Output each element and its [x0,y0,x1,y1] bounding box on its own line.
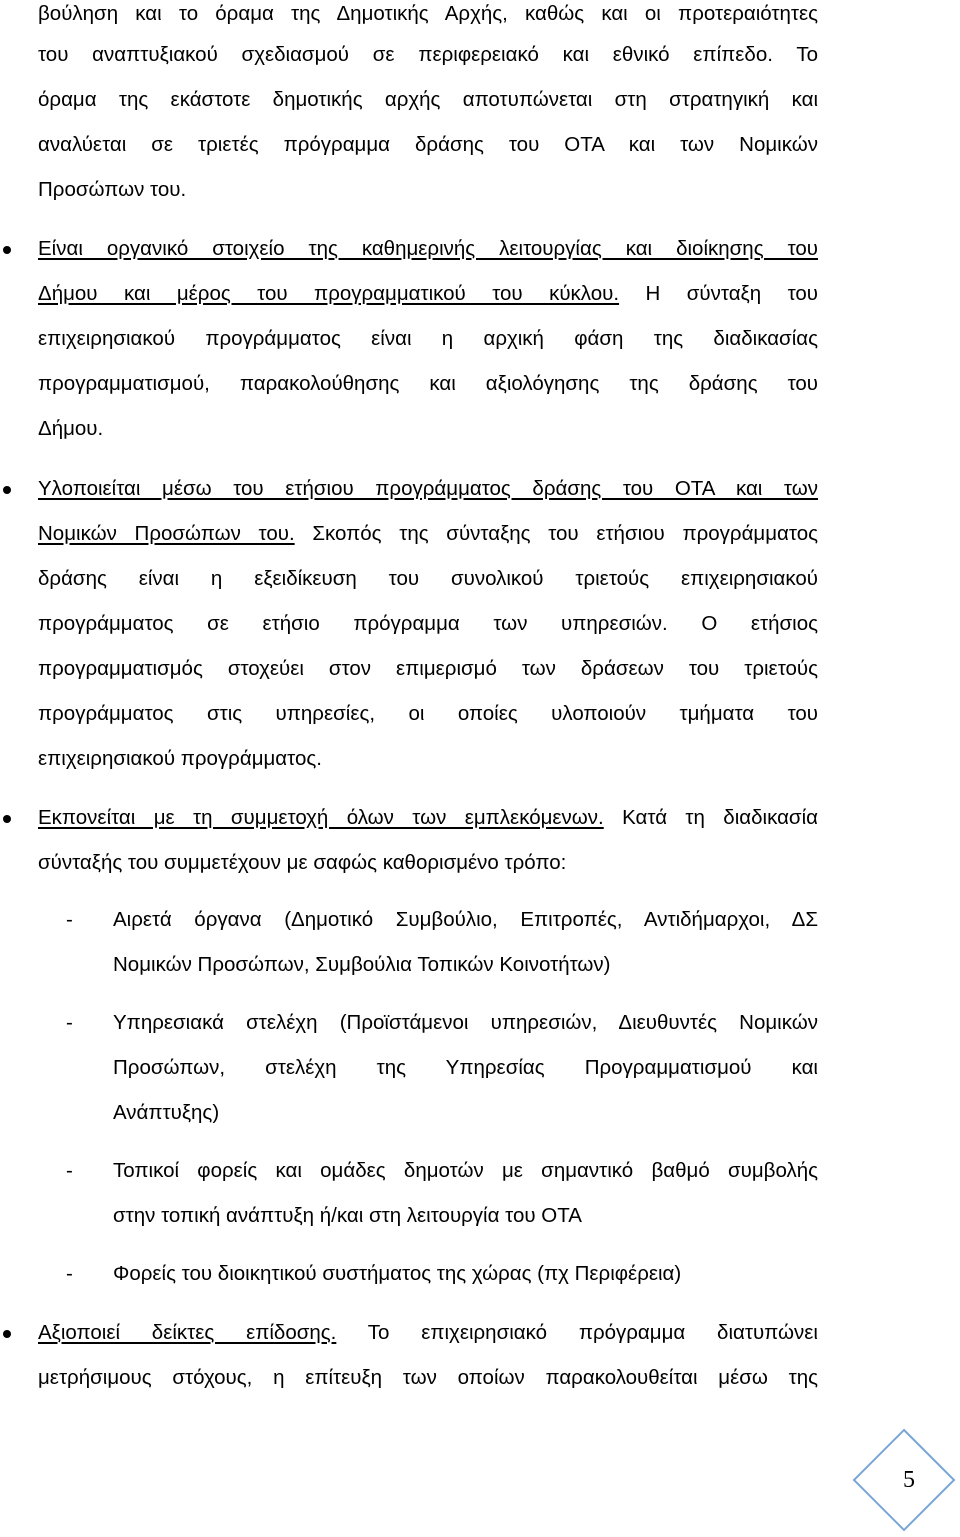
intro-line: του αναπτυξιακού σχεδιασμού σε περιφερειακό και εθνικό επίπεδο. Το [38,43,818,66]
bullet1-line: επιχειρησιακού προγράμματος είναι η αρχική φάση της διαδικασίας [38,327,818,350]
bullet1-line: προγραμματισμού, παρακολούθησης και αξιολόγησης της δράσης του [38,372,818,395]
intro-line: όραμα της εκάστοτε δημοτικής αρχής αποτυπώνεται στη στρατηγική και [38,88,818,111]
dash-marker: - [66,1262,73,1285]
dash-item-line: στην τοπική ανάπτυξη ή/και στη λειτουργία του ΟΤΑ [113,1204,582,1227]
dash-item-line: Φορείς του διοικητικού συστήματος της χώρας (πχ Περιφέρεια) [113,1262,682,1285]
bullet1-heading-end: Δήμου και μέρος του προγραμματικού του κύκλου. [38,282,620,305]
dash-item-line: Προσώπων, στελέχη της Υπηρεσίας Προγραμματισμού και [113,1056,818,1079]
bullet1-heading: Είναι οργανικό στοιχείο της καθημερινής λειτουργίας και διοίκησης του [38,237,818,260]
bullet2-line: προγραμματισμός στοχεύει στον επιμερισμό των δράσεων του τριετούς [38,657,818,680]
bullet1-line: Δήμου. [38,417,104,440]
bullet2-heading: Υλοποιείται μέσω του ετήσιου προγράμματος δράσης του ΟΤΑ και των [38,477,818,500]
bullet2-line: δράσης είναι η εξειδίκευση του συνολικού τριετούς επιχειρησιακού [38,567,818,590]
bullet4-text: Το επιχειρησιακό πρόγραμμα διατυπώνει [336,1321,818,1344]
bullet2-line: προγράμματος στις υπηρεσίες, οι οποίες υλοποιούν τμήματα του [38,702,818,725]
bullet2-line [38,520,818,548]
dash-item-line: Υπηρεσιακά στελέχη (Προϊστάμενοι υπηρεσιών, Διευθυντές Νομικών [113,1011,818,1034]
bullet2-text: Σκοπός της σύνταξης του ετήσιου προγράμματος [294,522,818,545]
bullet3-text: Κατά τη διαδικασία [603,806,818,829]
page-number: 5 [903,1467,915,1493]
bullet1-line [38,280,818,308]
bullet3-line [38,804,818,832]
bullet1-text: Η σύνταξη του [619,282,819,305]
bullet4-line [38,1319,818,1347]
dash-item-line: Τοπικοί φορείς και ομάδες δημοτών με σημαντικό βαθμό συμβολής [113,1159,818,1182]
bullet-icon [3,1330,11,1338]
dash-item-line: Αιρετά όργανα (Δημοτικό Συμβούλιο, Επιτροπές, Αντιδήμαρχοι, ΔΣ [113,908,818,931]
dash-marker: - [66,1011,73,1034]
intro-line: Προσώπων του. [38,178,187,201]
dash-marker: - [66,1159,73,1182]
dash-item-line: Ανάπτυξης) [113,1101,220,1124]
dash-item-line: Νομικών Προσώπων, Συμβούλια Τοπικών Κοινοτήτων) [113,953,611,976]
bullet3-heading: Εκπονείται με τη συμμετοχή όλων των εμπλεκόμενων. [38,806,604,829]
bullet-icon [3,815,11,823]
intro-line: βούληση και το όραμα της Δημοτικής Αρχής, καθώς και οι προτεραιότητες [38,2,818,25]
bullet3-line: σύνταξής του συμμετέχουν με σαφώς καθορισμένο τρόπο: [38,851,567,874]
bullet2-line: επιχειρησιακού προγράμματος. [38,747,322,770]
dash-marker: - [66,908,73,931]
bullet-icon [3,246,11,254]
bullet2-heading-end: Νομικών Προσώπων του. [38,522,295,545]
bullet-icon [3,486,11,494]
bullet4-heading: Αξιοποιεί δείκτες επίδοσης. [38,1321,337,1344]
intro-line: αναλύεται σε τριετές πρόγραμμα δράσης του ΟΤΑ και των Νομικών [38,133,818,156]
bullet4-line: μετρήσιμους στόχους, η επίτευξη των οποίων παρακολουθείται μέσω της [38,1366,818,1389]
bullet2-line: προγράμματος σε ετήσιο πρόγραμμα των υπηρεσιών. Ο ετήσιος [38,612,818,635]
